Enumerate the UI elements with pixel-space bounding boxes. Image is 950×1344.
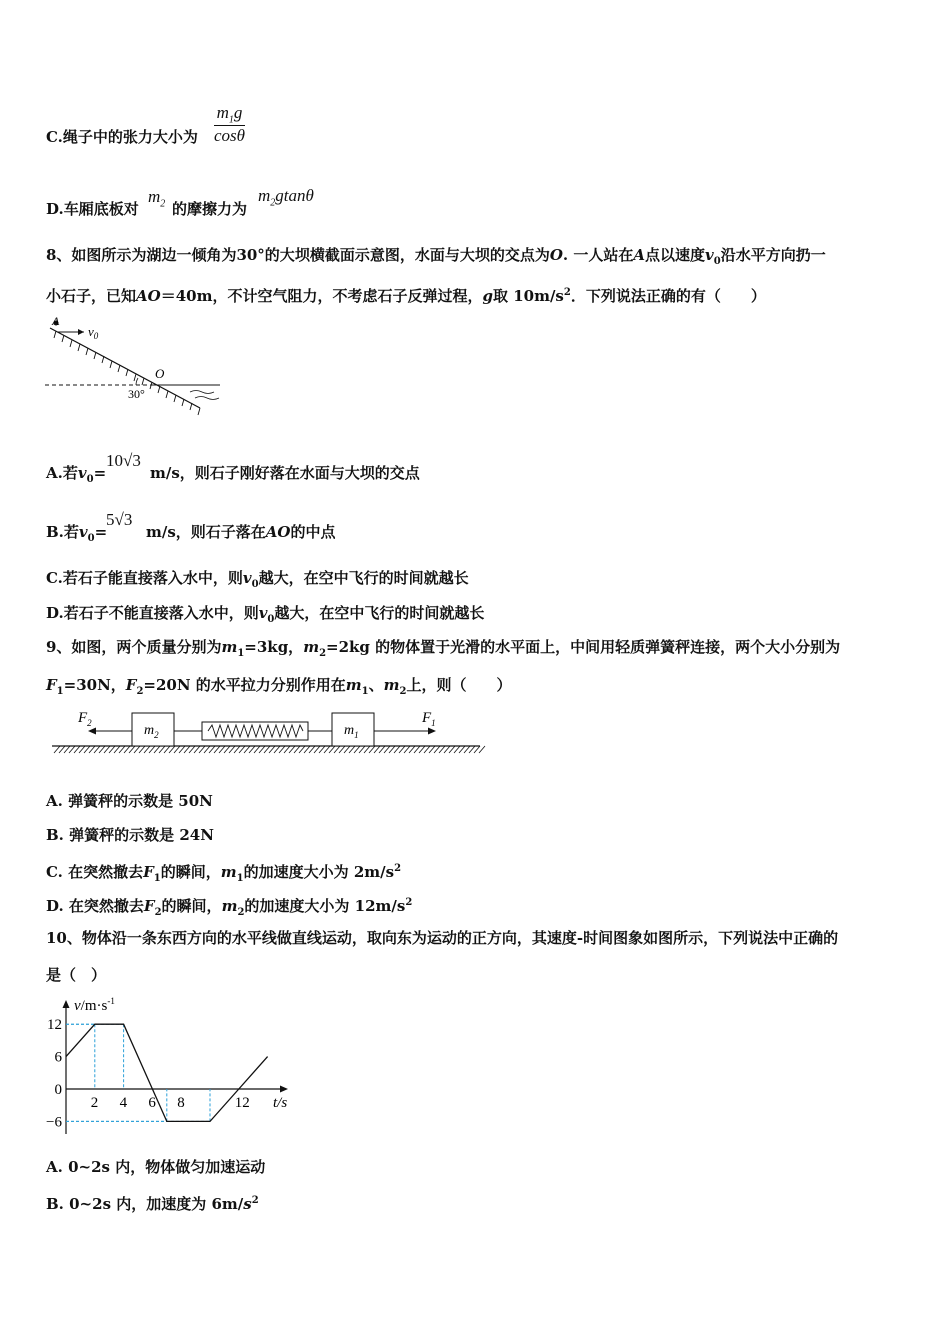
ground-hatch-mark <box>349 746 355 753</box>
y-tick-labels <box>46 1017 62 1130</box>
ground-hatch-mark <box>84 746 90 753</box>
label-f1: $F_1$ <box>422 710 436 728</box>
ground-hatching <box>54 746 485 753</box>
ground-hatch-mark <box>114 746 120 753</box>
ground-hatch-mark <box>469 746 475 753</box>
label-m2: $m_2$ <box>144 723 159 740</box>
q9-option-c[interactable]: C. 在突然撤去$F_1$的瞬间，$m_1$的加速度大小为 $2m/s^2$ <box>46 863 402 884</box>
q9-spring-figure <box>48 704 488 764</box>
y-axis-arrowhead <box>63 1000 70 1008</box>
ground-hatch-mark <box>64 746 70 753</box>
ground-hatch-mark <box>184 746 190 753</box>
q8-stem-line-1: 8、如图所示为湖边一倾角为30°的大坝横截面示意图，水面与大坝的交点为O. 一人站在A点以速度$v_0$沿水平方向扔一 <box>46 246 826 267</box>
q8-option-b-rest: m/s，则石子落在AO的中点 <box>146 523 336 541</box>
x-axis-label: t/s <box>273 1095 288 1111</box>
ground-hatch-mark <box>169 746 175 753</box>
ground-hatch-mark <box>234 746 240 753</box>
ground-hatch-mark <box>59 746 65 753</box>
angle-arc <box>136 378 138 385</box>
ground-hatch-mark <box>289 746 295 753</box>
ground-hatch-mark <box>124 746 130 753</box>
velocity-arrowhead <box>78 329 84 335</box>
ground-hatch-mark <box>254 746 260 753</box>
force-f1-arrowhead <box>428 728 436 735</box>
q8-option-a-rest: m/s，则石子刚好落在水面与大坝的交点 <box>150 464 420 482</box>
ground-hatch-mark <box>439 746 445 753</box>
q7-option-d-label-2: 的摩擦力为 <box>172 200 248 218</box>
ground-hatch-mark <box>154 746 160 753</box>
ground-hatch-mark <box>219 746 225 753</box>
ground-hatch-mark <box>129 746 135 753</box>
ground-hatch-mark <box>214 746 220 753</box>
ground-hatch-mark <box>419 746 425 753</box>
ground-hatch-mark <box>404 746 410 753</box>
x-axis-arrowhead <box>280 1086 288 1093</box>
label-o: O <box>155 366 165 381</box>
ground-hatch-mark <box>359 746 365 753</box>
ground-hatch-mark <box>189 746 195 753</box>
dam-hatching <box>54 331 200 415</box>
ground-hatch-mark <box>74 746 80 753</box>
ground-hatch-mark <box>354 746 360 753</box>
fraction-numerator: $m_1g$ <box>214 103 245 126</box>
ground-hatch-mark <box>314 746 320 753</box>
y-tick-label: 12 <box>47 1017 62 1034</box>
q8-option-a[interactable]: A.若$v_0=$ <box>46 464 107 485</box>
ground-hatch-mark <box>139 746 145 753</box>
ground-hatch-mark <box>364 746 370 753</box>
q9-stem-line-1: 9、如图，两个质量分别为$m_1=3kg$，$m_2=2kg$ 的物体置于光滑的水平面上，中间用轻质弹簧秤连接，两个大小分别为 <box>46 638 841 659</box>
ground-hatch-mark <box>164 746 170 753</box>
ground-hatch-mark <box>159 746 165 753</box>
ground-hatch-mark <box>134 746 140 753</box>
q10-stem-line-1: 10、物体沿一条东西方向的水平线做直线运动，取向东为运动的正方向，其速度-时间图象如图所示，下列说法中正确的 <box>46 929 839 947</box>
ground-hatch-mark <box>264 746 270 753</box>
ground-hatch-mark <box>414 746 420 753</box>
q8-option-a-value: 10√3 <box>106 451 141 470</box>
ground-hatch-mark <box>299 746 305 753</box>
q9-option-a[interactable]: A. 弹簧秤的示数是 50N <box>46 792 213 810</box>
q7-option-c-fraction <box>214 103 245 146</box>
q9-option-d[interactable]: D. 在突然撤去$F_2$的瞬间，$m_2$的加速度大小为 $12m/s^2$ <box>46 897 413 918</box>
q8-stem-line-2: 小石子，已知AO＝40m，不计空气阻力，不考虑石子反弹过程，g取 $10m/s^2$．下列说法正确的有（ ） <box>46 287 766 305</box>
ground-hatch-mark <box>269 746 275 753</box>
ground-hatch-mark <box>294 746 300 753</box>
ground-hatch-mark <box>304 746 310 753</box>
ground-hatch-mark <box>334 746 340 753</box>
ground-hatch-mark <box>89 746 95 753</box>
water-wave-1 <box>190 391 214 394</box>
label-angle: 30° <box>128 387 145 401</box>
q7-option-d[interactable] <box>46 199 139 219</box>
y-tick-label: 0 <box>54 1082 62 1098</box>
ground-hatch-mark <box>409 746 415 753</box>
ground-hatch-mark <box>79 746 85 753</box>
q10-stem-line-2: 是（ ） <box>46 966 107 984</box>
y-tick-label: −6 <box>46 1114 62 1131</box>
ground-hatch-mark <box>174 746 180 753</box>
ground-hatch-mark <box>369 746 375 753</box>
ground-hatch-mark <box>194 746 200 753</box>
ground-hatch-mark <box>259 746 265 753</box>
guide-lines <box>66 1024 210 1121</box>
y-tick-label: 6 <box>54 1049 62 1066</box>
q10-option-b[interactable]: B. 0~2s 内，加速度为 $6m/s^2$ <box>46 1195 259 1213</box>
q7-option-c-label: C.绳子中的张力大小为 <box>46 128 198 146</box>
ground-hatch-mark <box>244 746 250 753</box>
q8-option-c[interactable]: C.若石子能直接落入水中，则$v_0$越大，在空中飞行的时间就越长 <box>46 569 469 590</box>
ground-hatch-mark <box>229 746 235 753</box>
q7-option-d-label-1: D.车厢底板对 <box>46 200 139 218</box>
ground-hatch-mark <box>374 746 380 753</box>
ground-hatch-mark <box>344 746 350 753</box>
ground-hatch-mark <box>119 746 125 753</box>
q10-option-a[interactable]: A. 0~2s 内，物体做匀加速运动 <box>46 1158 266 1176</box>
ground-hatch-mark <box>249 746 255 753</box>
ground-hatch-mark <box>444 746 450 753</box>
dam-slope <box>50 328 200 408</box>
ground-hatch-mark <box>399 746 405 753</box>
ground-hatch-mark <box>464 746 470 753</box>
label-m1: $m_1$ <box>344 723 359 740</box>
q8-option-b-value: 5√3 <box>106 510 133 529</box>
ground-hatch-mark <box>149 746 155 753</box>
ground-hatch-mark <box>109 746 115 753</box>
ground-hatch-mark <box>104 746 110 753</box>
label-a: A <box>52 314 60 328</box>
ground-hatch-mark <box>319 746 325 753</box>
ground-hatch-mark <box>434 746 440 753</box>
ground-hatch-mark <box>144 746 150 753</box>
ground-hatch-mark <box>329 746 335 753</box>
force-f2-arrowhead <box>88 728 96 735</box>
x-tick-label: 4 <box>119 1095 128 1111</box>
fraction-denominator: cosθ <box>214 126 246 146</box>
x-tick-label: 12 <box>234 1095 250 1111</box>
label-f2: $F_2$ <box>78 710 92 728</box>
q7-option-d-mass: $m_2$ <box>148 187 166 210</box>
ground-hatch-mark <box>284 746 290 753</box>
ground-hatch-mark <box>54 746 60 753</box>
q9-stem-line-2: $F_1=30N$，$F_2=20N$ 的水平拉力分别作用在$m_1$、$m_2$上，则（ ） <box>46 676 512 697</box>
q7-option-d-expression: $m_2gtan\theta$ <box>258 186 314 209</box>
ground-hatch-mark <box>424 746 430 753</box>
ground-hatch-mark <box>324 746 330 753</box>
ground-hatch-mark <box>384 746 390 753</box>
ground-hatch-mark <box>309 746 315 753</box>
ground-hatch-mark <box>209 746 215 753</box>
q10-velocity-time-chart <box>40 994 300 1139</box>
q7-option-c[interactable] <box>46 127 198 147</box>
ground-hatch-mark <box>239 746 245 753</box>
ground-hatch-mark <box>394 746 400 753</box>
ground-hatch-mark <box>449 746 455 753</box>
ground-hatch-mark <box>459 746 465 753</box>
ground-hatch-mark <box>69 746 75 753</box>
ground-hatch-mark <box>479 746 485 753</box>
x-tick-label: 6 <box>148 1095 156 1111</box>
water-wave-2 <box>195 397 219 400</box>
ground-hatch-mark <box>454 746 460 753</box>
ground-hatch-mark <box>99 746 105 753</box>
x-tick-label: 2 <box>90 1095 99 1111</box>
ground-hatch-mark <box>339 746 345 753</box>
ground-hatch-mark <box>389 746 395 753</box>
ground-hatch-mark <box>94 746 100 753</box>
ground-hatch-mark <box>204 746 210 753</box>
ground-hatch-mark <box>279 746 285 753</box>
ground-hatch-mark <box>274 746 280 753</box>
q8-dam-figure <box>40 312 240 422</box>
ground-hatch-mark <box>474 746 480 753</box>
label-v0: $v_0$ <box>88 324 99 341</box>
y-axis-label: $v/m\cdot s^{-1}$ <box>74 996 115 1014</box>
ground-hatch-mark <box>224 746 230 753</box>
q9-option-b[interactable]: B. 弹簧秤的示数是 24N <box>46 826 214 844</box>
ground-hatch-mark <box>199 746 205 753</box>
q8-option-b[interactable]: B.若$v_0=$ <box>46 523 108 544</box>
ground-hatch-mark <box>179 746 185 753</box>
q8-option-d[interactable]: D.若石子不能直接落入水中，则$v_0$越大，在空中飞行的时间就越长 <box>46 604 485 625</box>
x-tick-label: 8 <box>177 1095 185 1111</box>
ground-hatch-mark <box>429 746 435 753</box>
ground-hatch-mark <box>379 746 385 753</box>
